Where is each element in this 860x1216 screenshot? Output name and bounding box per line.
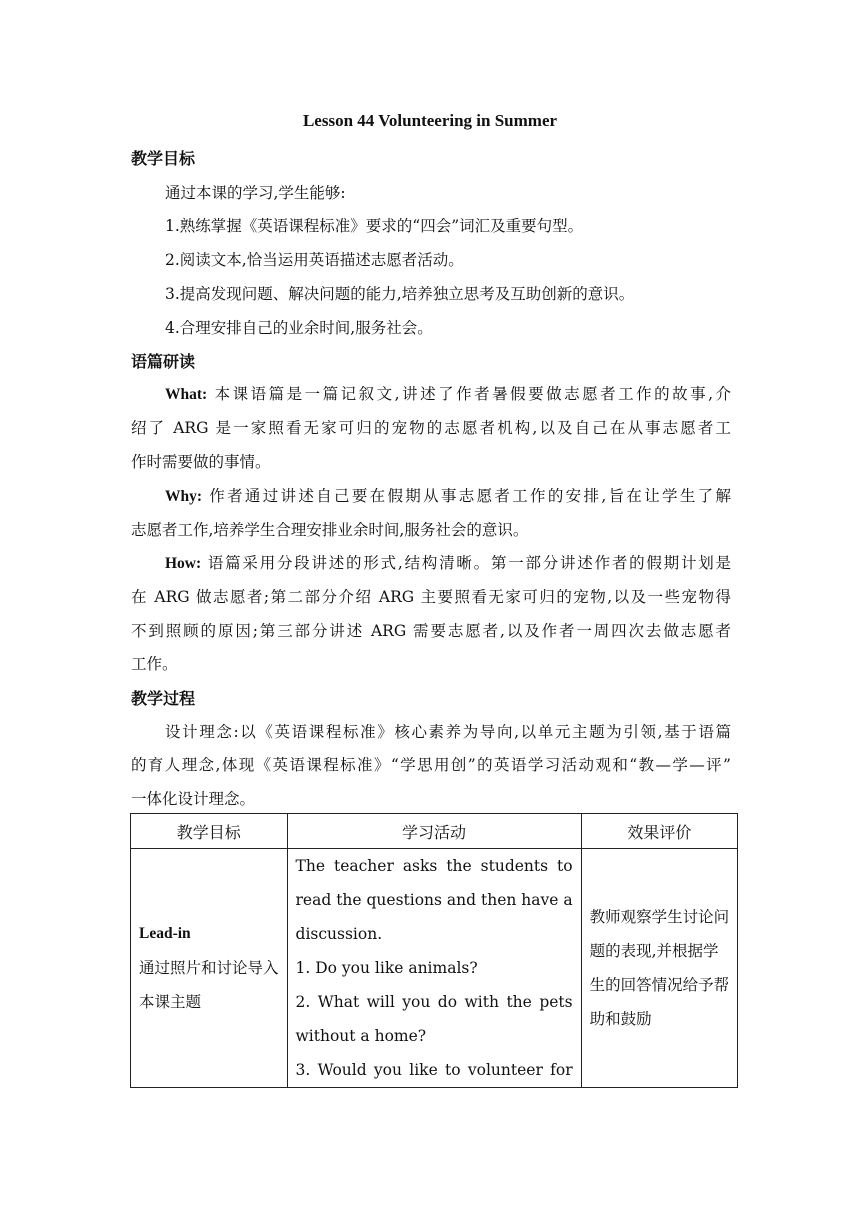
evaluation-cell — [581, 849, 738, 1088]
objectives-heading: 教学目标 — [131, 149, 196, 168]
document-title: Lesson 44 Volunteering in Summer — [302, 111, 558, 130]
activity-line: 2. What will you do with the pets — [295, 993, 573, 1011]
objective-item: 2.阅读文本,恰当运用英语描述志愿者活动。 — [165, 251, 464, 269]
how-line: How: 语篇采用分段讲述的形式,结构清晰。第一部分讲述作者的假期计划是 — [165, 554, 731, 572]
what-label: What: — [165, 386, 208, 403]
how-line: 不到照顾的原因;第三部分讲述 ARG 需要志愿者,以及作者一周四次去做志愿者 — [131, 622, 731, 640]
reading-heading: 语篇研读 — [131, 352, 196, 371]
table-row — [131, 849, 738, 1088]
process-heading: 教学过程 — [131, 689, 196, 708]
activity-line: discussion. — [295, 925, 383, 943]
why-line: 志愿者工作,培养学生合理安排业余时间,服务社会的意识。 — [131, 521, 529, 539]
evaluation-line: 助和鼓励 — [589, 1010, 652, 1028]
activity-line: 1. Do you like animals? — [295, 959, 478, 977]
how-label: How: — [165, 555, 202, 572]
objectives-intro: 通过本课的学习,学生能够: — [165, 184, 346, 202]
goal-line: 本课主题 — [139, 993, 202, 1011]
what-line: What: 本课语篇是一篇记叙文,讲述了作者暑假要做志愿者工作的故事,介 — [165, 385, 731, 403]
activity-line: read the questions and then have a — [295, 891, 573, 909]
objective-item: 3.提高发现问题、解决问题的能力,培养独立思考及互助创新的意识。 — [165, 285, 635, 303]
why-line: Why: 作者通过讲述自己要在假期从事志愿者工作的安排,旨在让学生了解 — [165, 487, 731, 505]
what-line: 绍了 ARG 是一家照看无家可归的宠物的志愿者机构,以及自己在从事志愿者工 — [131, 419, 731, 437]
why-label: Why: — [165, 488, 203, 505]
objective-item: 4.合理安排自己的业余时间,服务社会。 — [165, 319, 433, 337]
table-header-goal: 教学目标 — [131, 814, 288, 849]
goal-cell — [131, 849, 288, 1088]
goal-line: 通过照片和讨论导入 — [139, 959, 279, 977]
table-header-row — [131, 814, 738, 849]
process-line: 的育人理念,体现《英语课程标准》“学思用创”的英语学习活动观和“教—学—评” — [131, 756, 731, 774]
process-line: 设计理念:以《英语课程标准》核心素养为导向,以单元主题为引领,基于语篇 — [165, 723, 731, 741]
evaluation-line: 教师观察学生讨论问 — [589, 908, 730, 926]
activity-line: without a home? — [295, 1027, 427, 1045]
evaluation-line: 生的回答情况给予帮 — [589, 976, 730, 994]
table-header-activity: 学习活动 — [287, 814, 581, 849]
lesson-table — [130, 813, 738, 1088]
what-line: 作时需要做的事情。 — [131, 453, 271, 471]
activity-line: The teacher asks the students to — [295, 857, 573, 875]
goal-title: Lead-in — [139, 925, 191, 942]
objective-item: 1.熟练掌握《英语课程标准》要求的“四会”词汇及重要句型。 — [165, 217, 584, 235]
activity-line: 3. Would you like to volunteer for — [295, 1061, 573, 1079]
activity-cell — [287, 849, 581, 1088]
process-line: 一体化设计理念。 — [131, 790, 256, 808]
table-header-evaluation: 效果评价 — [581, 814, 738, 849]
how-line: 在 ARG 做志愿者;第二部分介绍 ARG 主要照看无家可归的宠物,以及一些宠物得 — [131, 588, 731, 606]
evaluation-line: 题的表现,并根据学 — [589, 942, 719, 960]
how-line: 工作。 — [131, 655, 178, 673]
